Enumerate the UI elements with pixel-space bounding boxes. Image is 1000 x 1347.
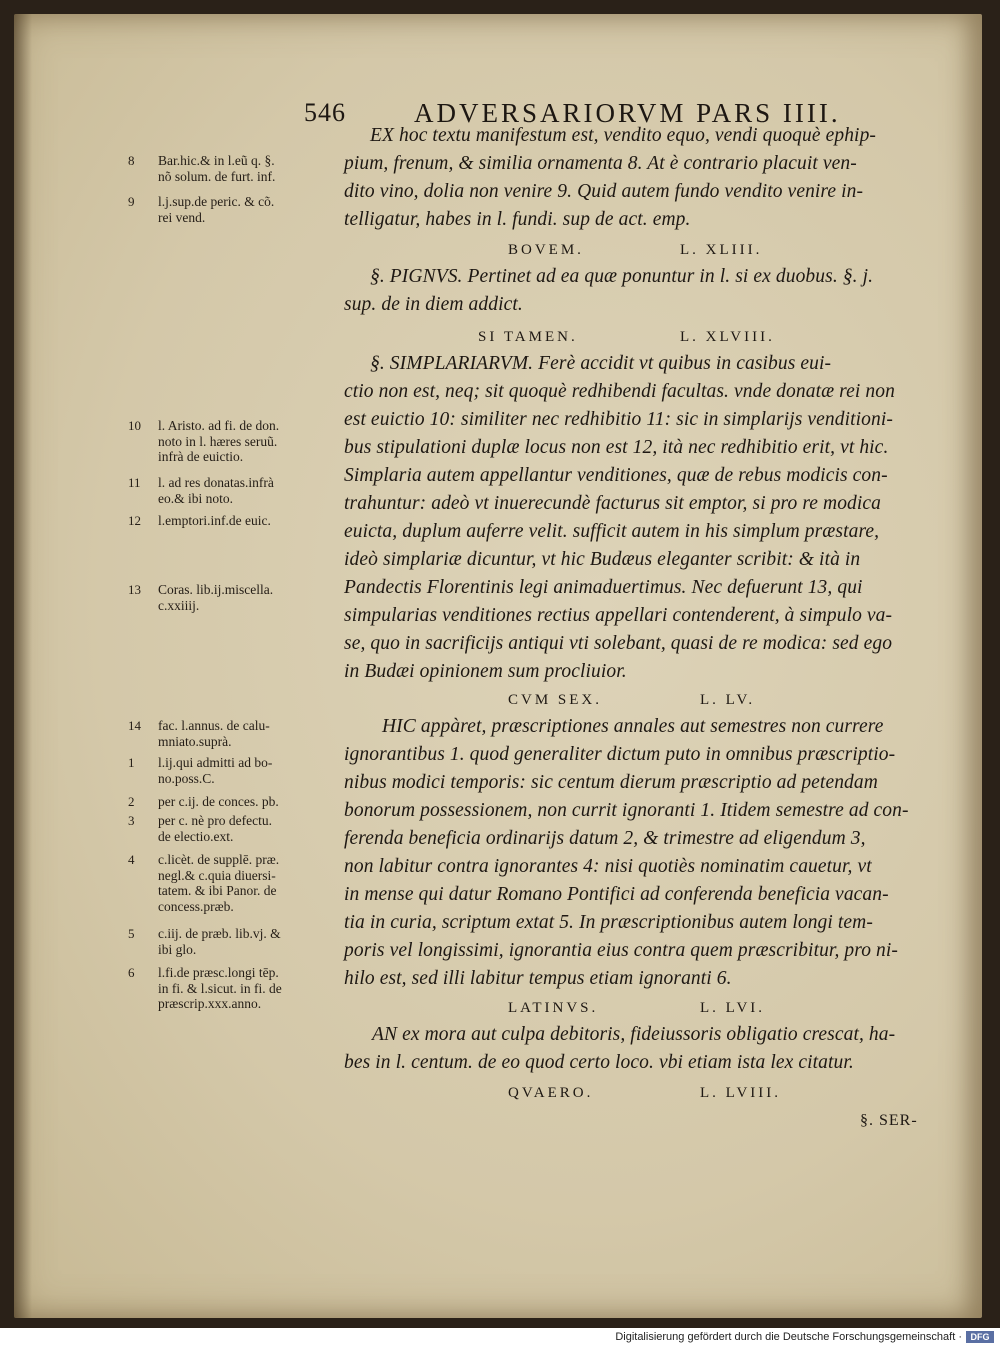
body-text-line: trahuntur: adeò vt inuerecundè facturus sit emptor, si pro re modica [344,493,882,514]
section-heading-title: CVM SEX. [508,692,603,708]
body-text-line: AN ex mora aut culpa debitoris, fideiussoris obligatio crescat, ha- [372,1024,896,1045]
body-text-line: nibus modici temporis: sic centum dierum præscriptio ad petendam [344,772,878,793]
body-text-line: ignorantibus 1. quod generaliter dictum puto in omnibus præscriptio- [344,744,896,765]
body-text-line: tia in curia, scriptum extat 5. In præscriptionibus autem longi tem- [344,912,873,933]
body-text-line: in mense qui datur Romano Pontifici ad conferenda beneficia vacan- [344,884,889,905]
margin-note-text: l. Aristo. ad fi. de don. noto in l. hæres seruũ. infrà de euictio. [158,418,280,464]
body-text-line: non labitur contra ignorantes 4: nisi quotiès nominatim cauetur, vt [344,856,872,877]
body-text-line: HIC appàret, præscriptiones annales aut semestres non currere [382,716,884,737]
margin-note-number: 2 [128,794,135,809]
body-text-line: ctio non est, neq; sit quoquè redhibendi facultas. vnde donatæ rei non [344,381,895,402]
body-text-line: dito vino, dolia non venire 9. Quid autem fundo vendito venire in- [344,181,864,202]
section-heading-law: L. XLVIII. [680,329,775,345]
body-text-line: §. SIMPLARIARVM. Ferè accidit vt quibus in casibus eui- [370,353,832,374]
body-text-line: ideò simplariæ dicuntur, vt hic Budæus eleganter scribit: & ità in [344,549,861,570]
body-text-line: bus stipulationi duplæ locus non est 12, ità nec redhibitio erit, vt hic. [344,437,889,458]
running-title: ADVERSARIORVM PARS IIII. [414,98,841,128]
margin-note-text: l. ad res donatas.infrà eo.& ibi noto. [158,475,274,506]
section-heading-title: QVAERO. [508,1085,594,1101]
body-text-line: hilo est, sed illi labitur tempus etiam ignoranti 6. [344,968,732,989]
body-text-line: §. PIGNVS. Pertinet ad ea quæ ponuntur in l. si ex duobus. §. j. [370,266,874,287]
section-heading-title: LATINVS. [508,1000,599,1016]
body-text-line: pium, frenum, & similia ornamenta 8. At è contrario placuit ven- [344,153,857,174]
section-heading-law: L. XLIII. [680,242,763,258]
body-text-line: est euictio 10: similiter nec redhibitio 11: sic in simplarijs venditioni- [344,409,893,430]
section-heading-title: BOVEM. [508,242,584,258]
digitization-footer [0,1328,1000,1347]
margin-note-text: c.licèt. de supplē. præ. negl.& c.quia diuersi- tatem. & ibi Panor. de concess.præb. [158,852,280,914]
margin-note-number: 5 [128,926,135,941]
footer-credit: Digitalisierung gefördert durch die Deutsche Forschungsgemeinschaft · [615,1331,962,1343]
body-text-line: telligatur, habes in l. fundi. sup de act. emp. [344,209,691,230]
margin-note-text: c.iij. de præb. lib.vj. & ibi glo. [158,926,281,957]
margin-note-number: 6 [128,965,135,980]
margin-note-text: l.emptori.inf.de euic. [158,513,271,528]
body-text-line: EX hoc textu manifestum est, vendito equo, vendi quoquè ephip- [370,125,877,146]
section-heading-law: L. LVI. [700,1000,766,1016]
dfg-logo: DFG [966,1331,994,1343]
margin-note-text: l.ij.qui admitti ad bo- no.poss.C. [158,755,273,786]
margin-note-number: 13 [128,582,141,597]
margin-note-number: 4 [128,852,135,867]
body-text-line: ferenda beneficia ordinarijs datum 2, & trimestre ad eligendum 3, [344,828,866,849]
body-text-line: Simplaria autem appellantur venditiones, quæ de rebus modicis con- [344,465,888,486]
body-text-line: bes in l. centum. de eo quod certo loco. vbi etiam ista lex citatur. [344,1052,854,1073]
margin-note-text: Bar.hic.& in l.eũ q. §. nõ solum. de furt. inf. [158,153,276,184]
margin-note-number: 14 [128,718,141,733]
section-heading-law: L. LVIII. [700,1085,782,1101]
margin-note-text: per c. nè pro defectu. de electio.ext. [158,813,272,844]
body-text-line: simpularias venditiones rectius appellari contenderent, à simpulo va- [344,605,893,626]
body-text-line: euicta, duplum auferre velit. sufficit autem in his simplum præstare, [344,521,880,542]
margin-note-text: l.fi.de præsc.longi tēp. in fi. & l.sicut. in fi. de præscrip.xxx.anno. [158,965,282,1011]
section-heading-title: SI TAMEN. [478,329,578,345]
page-number: 546 [304,98,346,127]
margin-note-number: 3 [128,813,135,828]
body-text-line: in Budæi opinionem sum procliuior. [344,661,627,682]
body-text-line: bonorum possessionem, non currit ignoranti 1. Itidem semestre ad con- [344,800,909,821]
margin-note-text: fac. l.annus. de calu- mniato.suprà. [158,718,270,749]
section-heading-law: L. LV. [700,692,756,708]
body-text-line: Pandectis Florentinis legi animaduertimus. Nec defuerunt 13, qui [344,577,863,598]
margin-note-number: 9 [128,194,135,209]
margin-note-number: 10 [128,418,141,433]
body-text-line: se, quo in sacrificijs antiqui vti solebant, quasi de re modica: sed ego [344,633,893,654]
margin-note-text: Coras. lib.ij.miscella. c.xxiiij. [158,582,274,613]
margin-note-number: 11 [128,475,141,490]
margin-note-number: 12 [128,513,141,528]
margin-note-number: 8 [128,153,135,168]
margin-note-text: l.j.sup.de peric. & cõ. rei vend. [158,194,275,225]
catchword: §. SER- [860,1112,918,1129]
margin-note-text: per c.ij. de conces. pb. [158,794,279,809]
body-text-line: sup. de in diem addict. [344,294,523,315]
margin-note-number: 1 [128,755,135,770]
body-text-line: poris vel longissimi, ignorantia eius contra quem præscribitur, pro ni- [344,940,899,961]
